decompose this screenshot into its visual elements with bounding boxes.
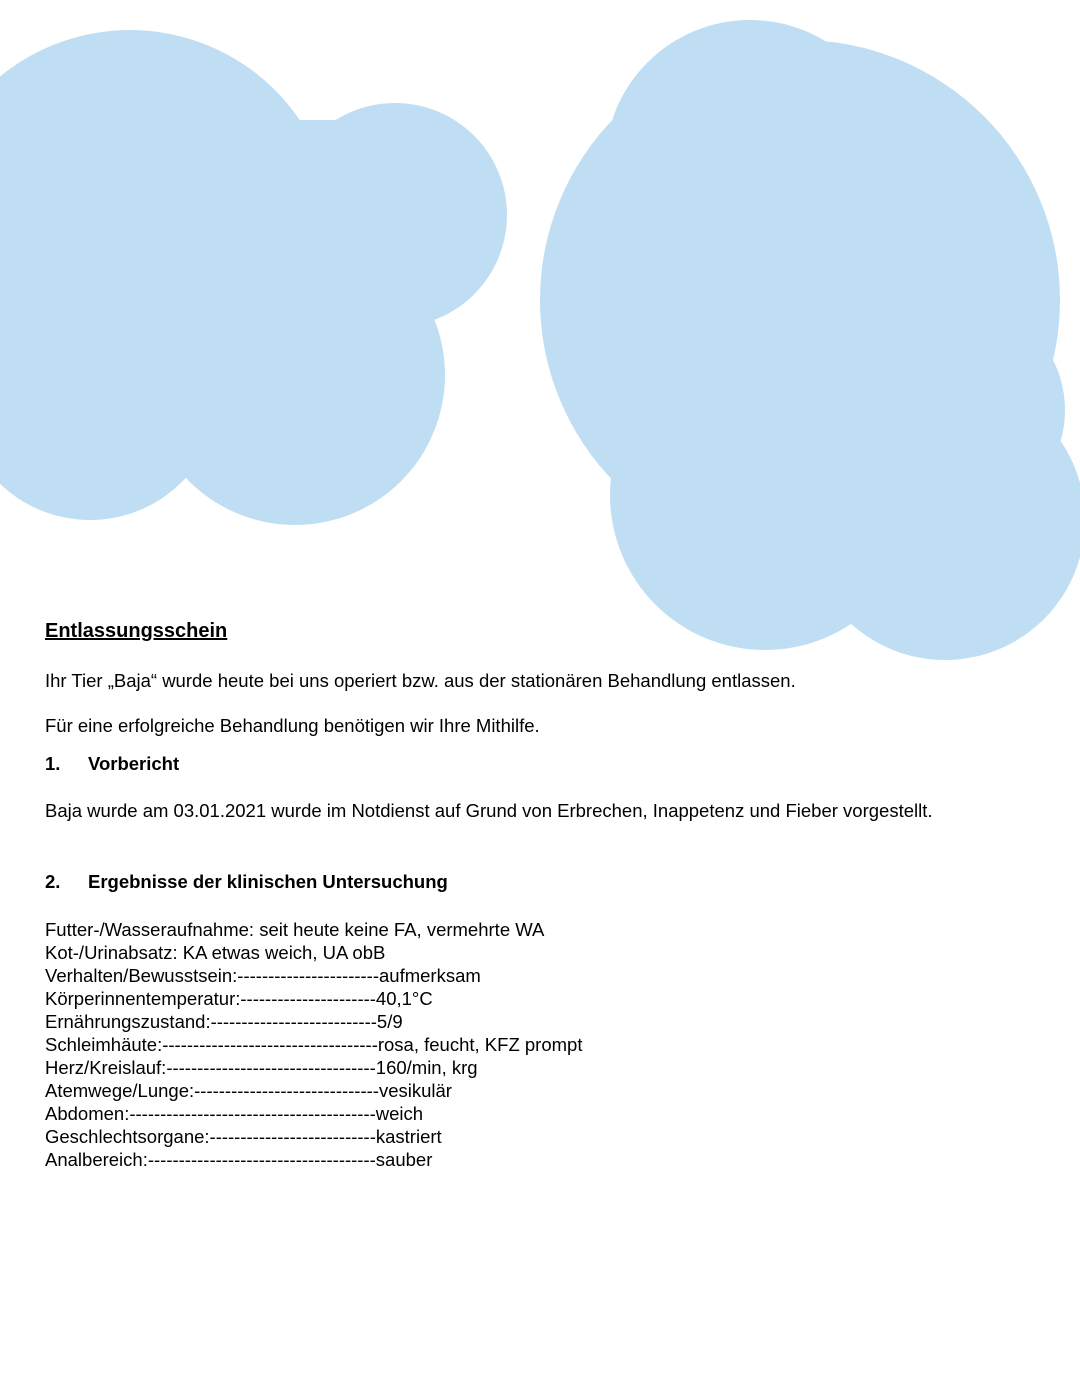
redaction-overlay [0, 0, 1080, 680]
finding-row: Atemwege/Lunge:------------------------------vesikulär [45, 1080, 452, 1101]
finding-row: Ernährungszustand:---------------------------5/9 [45, 1011, 403, 1032]
finding-row: Abdomen:----------------------------------------weich [45, 1103, 424, 1124]
section-title: Vorbericht [88, 753, 180, 774]
section-heading-vorbericht [45, 753, 179, 775]
finding-row: Kot-/Urinabsatz: KA etwas weich, UA obB [45, 942, 386, 963]
finding-row: Futter-/Wasseraufnahme: seit heute keine FA, vermehrte WA [45, 919, 545, 940]
section-title: Ergebnisse der klinischen Untersuchung [88, 871, 448, 892]
finding-row: Geschlechtsorgane:---------------------------kastriert [45, 1126, 442, 1147]
finding-row: Herz/Kreislauf:----------------------------------160/min, krg [45, 1057, 478, 1078]
findings-list [45, 918, 582, 1171]
finding-row: Verhalten/Bewusstsein:-----------------------aufmerksam [45, 965, 481, 986]
section-number: 2. [45, 871, 61, 892]
intro-line-2: Für eine erfolgreiche Behandlung benötigen wir Ihre Mithilfe. [45, 715, 540, 736]
redaction-clouds [0, 20, 1080, 660]
intro-line-1: Ihr Tier „Baja“ wurde heute bei uns operiert bzw. aus der stationären Behandlung entlassen. [45, 670, 796, 691]
finding-row: Schleimhäute:-----------------------------------rosa, feucht, KFZ prompt [45, 1034, 583, 1055]
finding-row: Analbereich:-------------------------------------sauber [45, 1149, 433, 1170]
document-title: Entlassungsschein [45, 620, 228, 642]
vorbericht-text: Baja wurde am 03.01.2021 wurde im Notdienst auf Grund von Erbrechen, Inappetenz und Fieber vorgestellt. [45, 800, 933, 821]
finding-row: Körperinnentemperatur:----------------------40,1°C [45, 988, 433, 1009]
section-number: 1. [45, 753, 61, 774]
section-heading-ergebnisse [45, 871, 448, 893]
